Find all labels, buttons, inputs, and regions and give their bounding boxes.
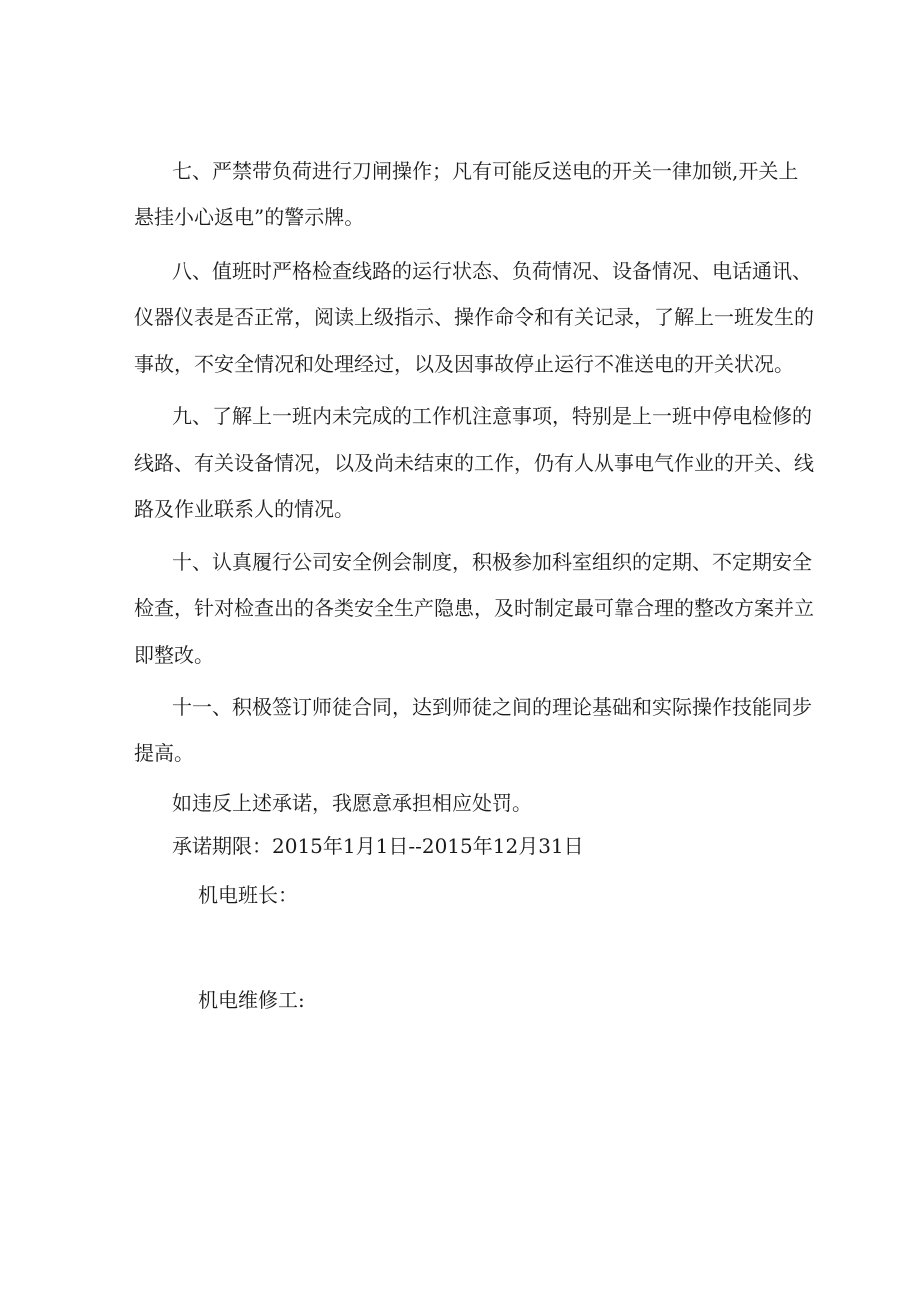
item-10-line-2: 检查，针对检查出的各类安全生产隐患，及时制定最可靠合理的整改方案并立 xyxy=(134,596,814,620)
item-8-line-2: 仪器仪表是否正常，阅读上级指示、操作命令和有关记录，了解上一班发生的 xyxy=(134,305,814,329)
team-leader-signature-label: 机电班长： xyxy=(198,883,298,907)
item-7-line-2: 悬挂小心返电”的警示牌。 xyxy=(134,205,365,229)
item-11-line-1: 十一、积极签订师徒合同，达到师徒之间的理论基础和实际操作技能同步 xyxy=(172,695,812,719)
item-9-line-1: 九、了解上一班内未完成的工作机注意事项，特别是上一班中停电检修的 xyxy=(172,404,812,428)
pledge-period: 承诺期限：2015年1月1日--2015年12月31日 xyxy=(172,834,584,858)
item-8-line-1: 八、值班时严格检查线路的运行状态、负荷情况、设备情况、电话通讯、 xyxy=(172,259,812,283)
item-9-line-3: 路及作业联系人的情况。 xyxy=(134,497,354,521)
pledge-statement: 如违反上述承诺，我愿意承担相应处罚。 xyxy=(172,791,532,815)
item-9-line-2: 线路、有关设备情况，以及尚未结束的工作，仍有人从事电气作业的开关、线 xyxy=(134,451,814,475)
item-10-line-1: 十、认真履行公司安全例会制度，积极参加科室组织的定期、不定期安全 xyxy=(172,550,812,574)
item-7-line-1: 七、严禁带负荷进行刀闸操作；凡有可能反送电的开关一律加锁,开关上 xyxy=(172,159,799,183)
item-11-line-2: 提高。 xyxy=(134,741,194,765)
item-8-line-3: 事故，不安全情况和处理经过，以及因事故停止运行不准送电的开关状况。 xyxy=(134,352,794,376)
repair-worker-signature-label: 机电维修工: xyxy=(198,988,305,1012)
item-10-line-3: 即整改。 xyxy=(134,643,214,667)
